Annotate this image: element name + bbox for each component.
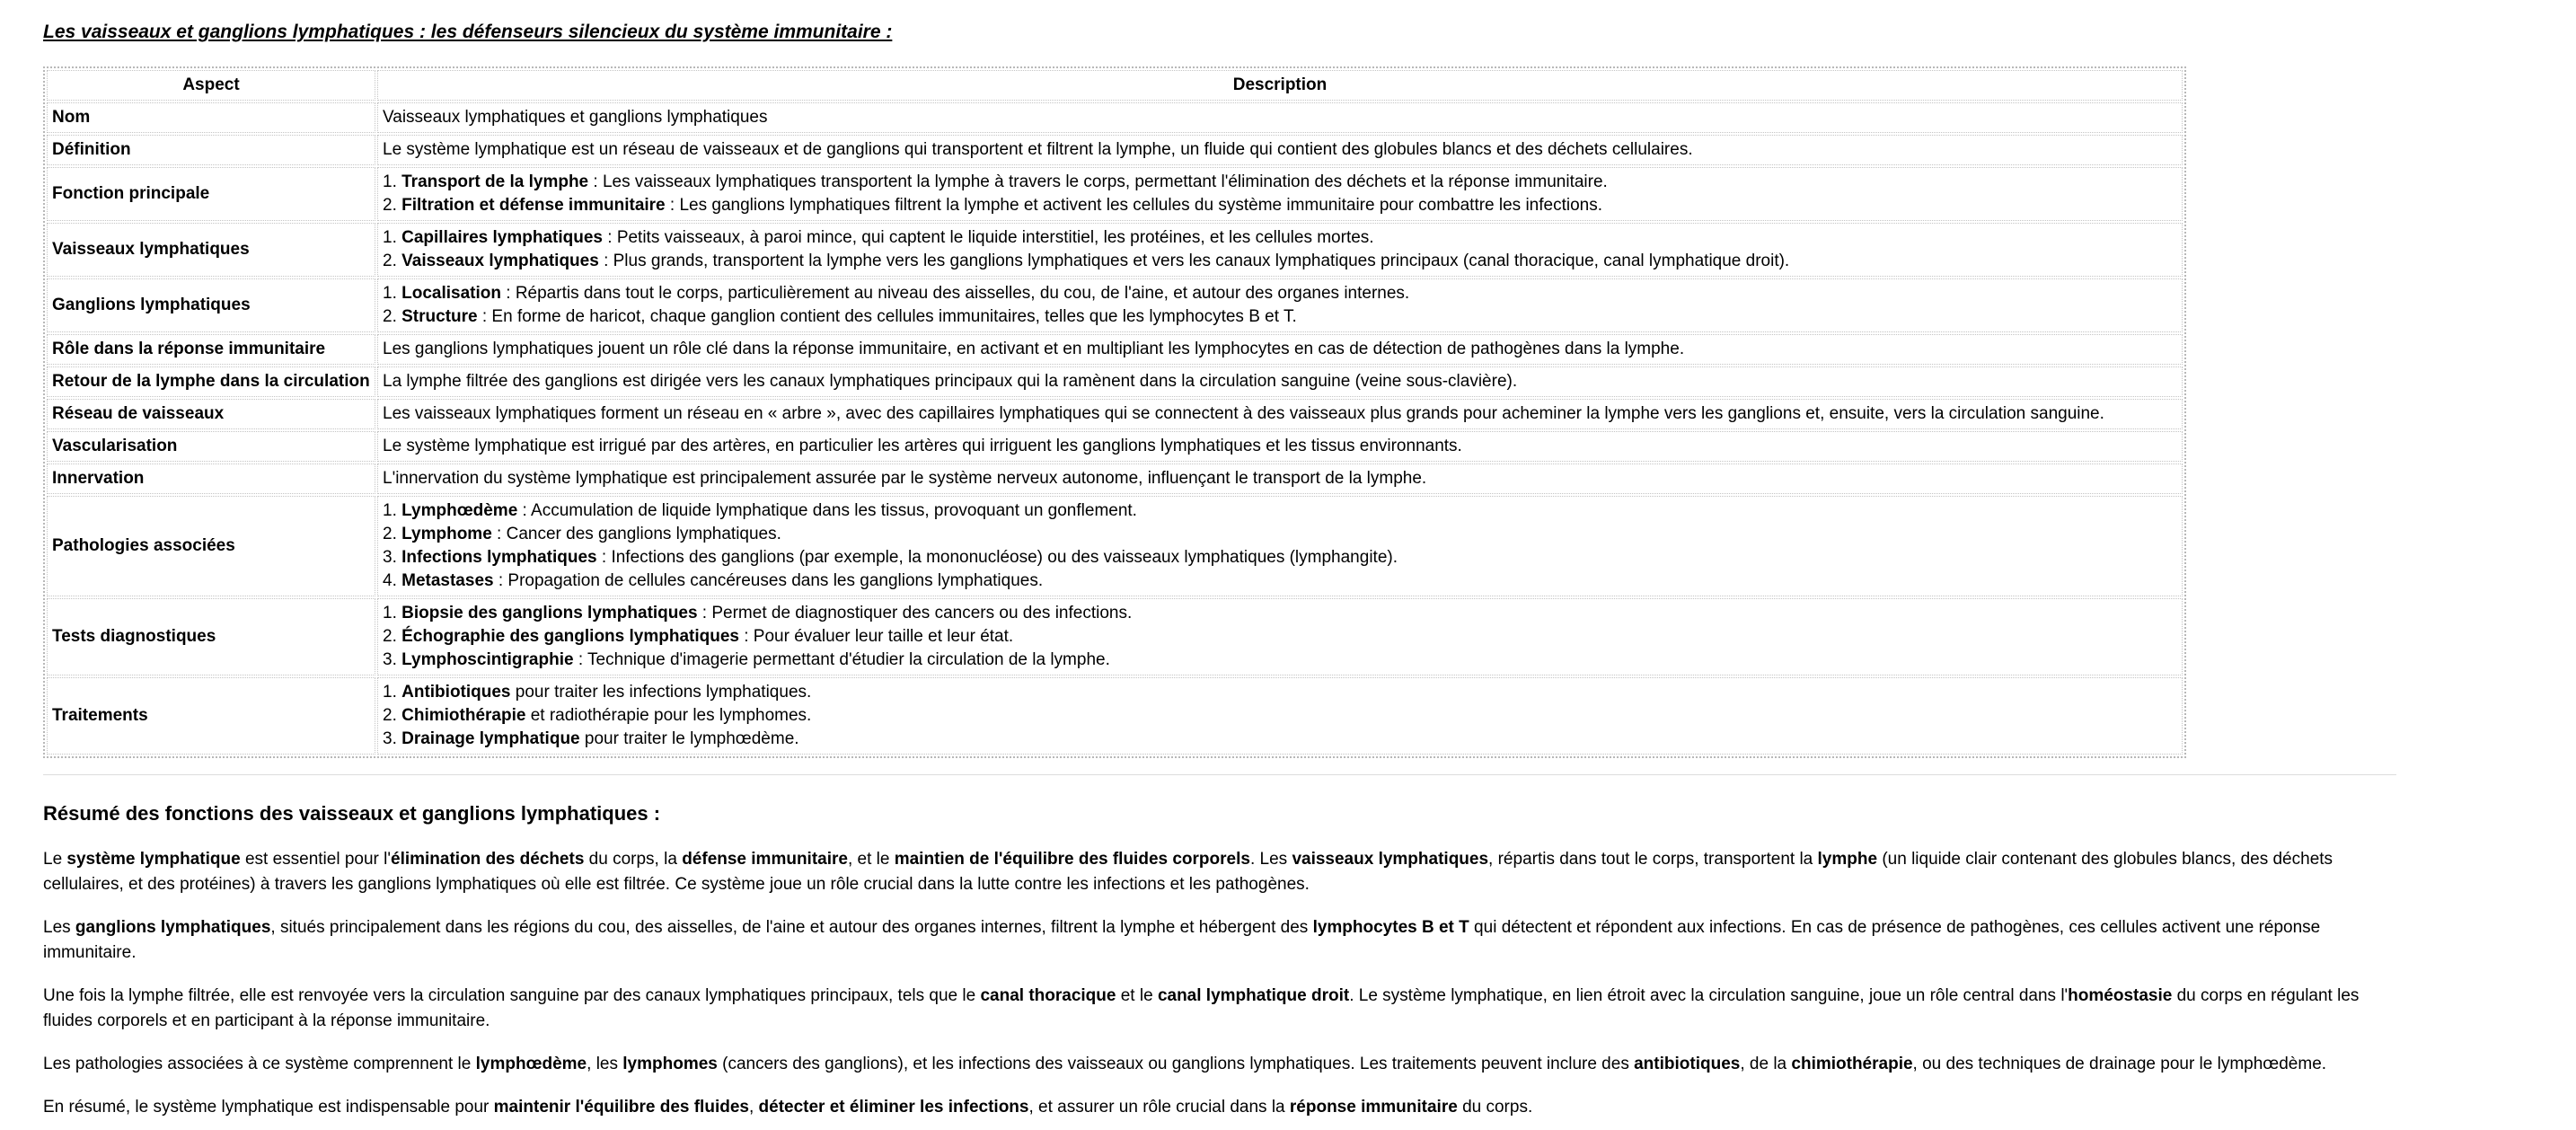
description-cell bbox=[377, 677, 2183, 755]
table-row bbox=[47, 598, 2183, 675]
bold-text: vaisseaux lymphatiques bbox=[1292, 850, 1489, 869]
bold-text: Transport de la lymphe bbox=[401, 172, 589, 191]
aspect-cell: Tests diagnostiques bbox=[47, 598, 375, 675]
description-cell bbox=[377, 366, 2183, 397]
text-run: : Pour évaluer leur taille et leur état. bbox=[738, 627, 1014, 646]
description-line bbox=[383, 523, 2177, 546]
text-run: : Répartis dans tout le corps, particulièrement au niveau des aisselles, du cou, de l'aine, et autour des organes internes. bbox=[500, 284, 1410, 303]
text-run: : En forme de haricot, chaque ganglion contient des cellules immunitaires, telles que les lymphocytes B et T. bbox=[477, 307, 1297, 326]
text-run: : Plus grands, transportent la lymphe vers les ganglions lymphatiques et vers les canaux lymphatiques principaux (canal thoracique, canal lymphatique droit). bbox=[598, 252, 1790, 270]
table-row bbox=[47, 167, 2183, 221]
description-cell bbox=[377, 223, 2183, 277]
description-cell bbox=[377, 278, 2183, 332]
text-run: : Technique d'imagerie permettant d'étudier la circulation de la lymphe. bbox=[573, 650, 1110, 669]
summary-paragraph bbox=[43, 1095, 2396, 1120]
lymphatic-info-table bbox=[43, 66, 2186, 758]
text-run: 2. bbox=[383, 252, 402, 270]
bold-text: Infections lymphatiques bbox=[401, 548, 597, 567]
text-run: Les pathologies associées à ce système comprennent le bbox=[43, 1055, 476, 1073]
description-line bbox=[383, 338, 2177, 361]
table-row bbox=[47, 496, 2183, 596]
table-row bbox=[47, 677, 2183, 755]
text-run: 2. bbox=[383, 706, 402, 725]
text-run: L'innervation du système lymphatique est principalement assurée par le système nerveux autonome, influençant le transport de la lymphe. bbox=[383, 469, 1427, 488]
text-run: Le système lymphatique est un réseau de vaisseaux et de ganglions qui transportent et filtrent la lymphe, un fluide qui contient des globules blancs et des déchets cellulaires. bbox=[383, 140, 1693, 159]
table-body bbox=[47, 102, 2183, 755]
text-run: . Les bbox=[1249, 850, 1292, 869]
text-run: Vaisseaux lymphatiques et ganglions lymphatiques bbox=[383, 108, 768, 127]
text-run: Le bbox=[43, 850, 67, 869]
text-run: pour traiter le lymphœdème. bbox=[579, 729, 799, 748]
text-run: 3. bbox=[383, 729, 402, 748]
text-run: , ou des techniques de drainage pour le lymphœdème. bbox=[1912, 1055, 2327, 1073]
bold-text: Filtration et défense immunitaire bbox=[401, 196, 666, 215]
aspect-cell: Rôle dans la réponse immunitaire bbox=[47, 334, 375, 365]
aspect-cell: Vascularisation bbox=[47, 431, 375, 462]
text-run: , de la bbox=[1740, 1055, 1792, 1073]
bold-text: Biopsie des ganglions lymphatiques bbox=[401, 604, 698, 622]
bold-text: lymphocytes B et T bbox=[1312, 918, 1469, 937]
description-cell bbox=[377, 135, 2183, 165]
text-run: Les bbox=[43, 918, 75, 937]
text-run: , situés principalement dans les régions du cou, des aisselles, de l'aine et autour des organes internes, filtrent la lymphe et hébergent des bbox=[270, 918, 1313, 937]
text-run: : Propagation de cellules cancéreuses dans les ganglions lymphatiques. bbox=[493, 571, 1044, 590]
text-run: . Le système lymphatique, en lien étroit avec la circulation sanguine, joue un rôle central dans l' bbox=[1349, 986, 2069, 1005]
text-run: du corps en régulant les fluides corporels et en participant à la réponse immunitaire. bbox=[43, 986, 2360, 1030]
header-description: Description bbox=[377, 70, 2183, 101]
bold-text: maintien de l'équilibre des fluides corporels bbox=[894, 850, 1250, 869]
bold-text: Chimiothérapie bbox=[401, 706, 526, 725]
table-row bbox=[47, 135, 2183, 165]
description-cell bbox=[377, 598, 2183, 675]
description-line bbox=[383, 499, 2177, 523]
table-row bbox=[47, 399, 2183, 429]
bold-text: lymphe bbox=[1817, 850, 1878, 869]
bold-text: lymphomes bbox=[622, 1055, 718, 1073]
text-run: 2. bbox=[383, 525, 402, 543]
description-line bbox=[383, 546, 2177, 569]
text-run: , les bbox=[587, 1055, 623, 1073]
description-line bbox=[383, 250, 2177, 273]
bold-text: lymphœdème bbox=[475, 1055, 587, 1073]
text-run: Une fois la lymphe filtrée, elle est renvoyée vers la circulation sanguine par des canaux lymphatiques principaux, tels que le bbox=[43, 986, 981, 1005]
bold-text: maintenir l'équilibre des fluides bbox=[493, 1098, 749, 1117]
text-run: La lymphe filtrée des ganglions est dirigée vers les canaux lymphatiques principaux qui la ramènent dans la circulation sanguine (veine sous-clavière). bbox=[383, 372, 1518, 391]
description-line bbox=[383, 226, 2177, 250]
text-run: Les vaisseaux lymphatiques forment un réseau en « arbre », avec des capillaires lymphatiques qui se connectent à des vaisseaux plus grands pour acheminer la lymphe vers les ganglions et, ensuite, vers la circulation sanguine. bbox=[383, 404, 2104, 423]
summary-paragraph bbox=[43, 1052, 2396, 1077]
text-run: : Petits vaisseaux, à paroi mince, qui captent le liquide interstitiel, les protéines, et les cellules mortes. bbox=[602, 228, 1374, 247]
summary-section bbox=[43, 800, 2396, 1120]
description-cell bbox=[377, 167, 2183, 221]
bold-text: réponse immunitaire bbox=[1289, 1098, 1458, 1117]
table-row bbox=[47, 334, 2183, 365]
bold-text: Lymphome bbox=[401, 525, 492, 543]
description-line bbox=[383, 106, 2177, 129]
text-run: : Cancer des ganglions lymphatiques. bbox=[491, 525, 781, 543]
bold-text: chimiothérapie bbox=[1791, 1055, 1913, 1073]
bold-text: Lymphoscintigraphie bbox=[401, 650, 574, 669]
text-run: 1. bbox=[383, 228, 402, 247]
summary-paragraph bbox=[43, 984, 2396, 1034]
bold-text: canal lymphatique droit bbox=[1157, 986, 1350, 1005]
description-line bbox=[383, 171, 2177, 194]
bold-text: canal thoracique bbox=[980, 986, 1116, 1005]
description-cell bbox=[377, 431, 2183, 462]
bold-text: ganglions lymphatiques bbox=[75, 918, 271, 937]
description-line bbox=[383, 402, 2177, 426]
bold-text: Antibiotiques bbox=[401, 683, 511, 702]
description-cell bbox=[377, 102, 2183, 133]
aspect-cell: Retour de la lymphe dans la circulation bbox=[47, 366, 375, 397]
bold-text: homéostasie bbox=[2068, 986, 2173, 1005]
text-run: 1. bbox=[383, 683, 402, 702]
text-run: et radiothérapie pour les lymphomes. bbox=[525, 706, 812, 725]
document-title: Les vaisseaux et ganglions lymphatiques : les défenseurs silencieux du système immunitaire : bbox=[43, 22, 893, 42]
bold-text: détecter et éliminer les infections bbox=[758, 1098, 1029, 1117]
text-run: du corps. bbox=[1457, 1098, 1533, 1117]
description-cell bbox=[377, 399, 2183, 429]
description-cell bbox=[377, 463, 2183, 494]
bold-text: Metastases bbox=[401, 571, 494, 590]
divider bbox=[43, 774, 2396, 775]
text-run: et le bbox=[1116, 986, 1158, 1005]
aspect-cell: Vaisseaux lymphatiques bbox=[47, 223, 375, 277]
text-run: est essentiel pour l' bbox=[240, 850, 391, 869]
bold-text: système lymphatique bbox=[66, 850, 241, 869]
aspect-cell: Définition bbox=[47, 135, 375, 165]
bold-text: Lymphœdème bbox=[401, 501, 518, 520]
text-run: 3. bbox=[383, 548, 402, 567]
text-run: , répartis dans tout le corps, transportent la bbox=[1488, 850, 1818, 869]
bold-text: défense immunitaire bbox=[682, 850, 848, 869]
summary-paragraph bbox=[43, 847, 2396, 897]
description-line bbox=[383, 370, 2177, 393]
text-run: (cancers des ganglions), et les infections des vaisseaux ou ganglions lymphatiques. Les traitements peuvent inclure des bbox=[717, 1055, 1635, 1073]
description-line bbox=[383, 602, 2177, 625]
description-line bbox=[383, 467, 2177, 490]
bold-text: élimination des déchets bbox=[391, 850, 585, 869]
description-cell bbox=[377, 334, 2183, 365]
text-run: En résumé, le système lymphatique est indispensable pour bbox=[43, 1098, 494, 1117]
aspect-cell: Réseau de vaisseaux bbox=[47, 399, 375, 429]
aspect-cell: Nom bbox=[47, 102, 375, 133]
text-run: : Permet de diagnostiquer des cancers ou des infections. bbox=[697, 604, 1133, 622]
bold-text: Vaisseaux lymphatiques bbox=[401, 252, 599, 270]
description-line bbox=[383, 435, 2177, 458]
summary-body bbox=[43, 847, 2396, 1120]
aspect-cell: Traitements bbox=[47, 677, 375, 755]
text-run: 2. bbox=[383, 196, 402, 215]
text-run: pour traiter les infections lymphatiques. bbox=[510, 683, 812, 702]
text-run: (un liquide clair contenant des globules blancs, des déchets cellulaires, et des protéines) à travers les ganglions lymphatiques où elle est filtrée. Ce système joue un rôle crucial dans la lutte contre les infections et les pathogènes. bbox=[43, 850, 2333, 894]
aspect-cell: Innervation bbox=[47, 463, 375, 494]
table-row bbox=[47, 463, 2183, 494]
bold-text: Capillaires lymphatiques bbox=[401, 228, 603, 247]
header-aspect: Aspect bbox=[47, 70, 375, 101]
bold-text: Drainage lymphatique bbox=[401, 729, 580, 748]
bold-text: antibiotiques bbox=[1634, 1055, 1741, 1073]
text-run: 1. bbox=[383, 501, 402, 520]
table-row bbox=[47, 431, 2183, 462]
text-run: 1. bbox=[383, 284, 402, 303]
summary-heading: Résumé des fonctions des vaisseaux et ganglions lymphatiques : bbox=[43, 802, 661, 825]
table-row bbox=[47, 366, 2183, 397]
text-run: 4. bbox=[383, 571, 402, 590]
text-run: , et assurer un rôle crucial dans la bbox=[1028, 1098, 1290, 1117]
table-header-row bbox=[47, 70, 2183, 101]
text-run: , bbox=[748, 1098, 759, 1117]
text-run: : Accumulation de liquide lymphatique dans les tissus, provoquant un gonflement. bbox=[517, 501, 1137, 520]
text-run: Le système lymphatique est irrigué par des artères, en particulier les artères qui irriguent les ganglions lymphatiques et les tissus environnants. bbox=[383, 437, 1462, 455]
text-run: du corps, la bbox=[584, 850, 683, 869]
text-run: : Infections des ganglions (par exemple, la mononucléose) ou des vaisseaux lymphatiques (lymphangite). bbox=[596, 548, 1398, 567]
text-run: 2. bbox=[383, 307, 402, 326]
table-row bbox=[47, 278, 2183, 332]
text-run: , et le bbox=[847, 850, 895, 869]
text-run: : Les ganglions lymphatiques filtrent la lymphe et activent les cellules du système immunitaire pour combattre les infections. bbox=[665, 196, 1603, 215]
description-line bbox=[383, 194, 2177, 217]
description-line bbox=[383, 649, 2177, 672]
bold-text: Échographie des ganglions lymphatiques bbox=[401, 627, 739, 646]
text-run: 1. bbox=[383, 604, 402, 622]
description-line bbox=[383, 681, 2177, 704]
description-line bbox=[383, 569, 2177, 593]
aspect-cell: Pathologies associées bbox=[47, 496, 375, 596]
description-line bbox=[383, 138, 2177, 162]
table-row bbox=[47, 102, 2183, 133]
description-line bbox=[383, 728, 2177, 751]
description-line bbox=[383, 305, 2177, 329]
text-run: Les ganglions lymphatiques jouent un rôle clé dans la réponse immunitaire, en activant et en multipliant les lymphocytes en cas de détection de pathogènes dans la lymphe. bbox=[383, 340, 1685, 358]
aspect-cell: Ganglions lymphatiques bbox=[47, 278, 375, 332]
bold-text: Localisation bbox=[401, 284, 501, 303]
bold-text: Structure bbox=[401, 307, 478, 326]
summary-paragraph bbox=[43, 915, 2396, 966]
text-run: : Les vaisseaux lymphatiques transportent la lymphe à travers le corps, permettant l'élimination des déchets et la réponse immunitaire. bbox=[588, 172, 1608, 191]
description-line bbox=[383, 704, 2177, 728]
table-row bbox=[47, 223, 2183, 277]
description-cell bbox=[377, 496, 2183, 596]
text-run: qui détectent et répondent aux infections. En cas de présence de pathogènes, ces cellules activent une réponse immunitaire. bbox=[43, 918, 2321, 962]
text-run: 2. bbox=[383, 627, 402, 646]
text-run: 1. bbox=[383, 172, 402, 191]
description-line bbox=[383, 625, 2177, 649]
text-run: 3. bbox=[383, 650, 402, 669]
description-line bbox=[383, 282, 2177, 305]
aspect-cell: Fonction principale bbox=[47, 167, 375, 221]
